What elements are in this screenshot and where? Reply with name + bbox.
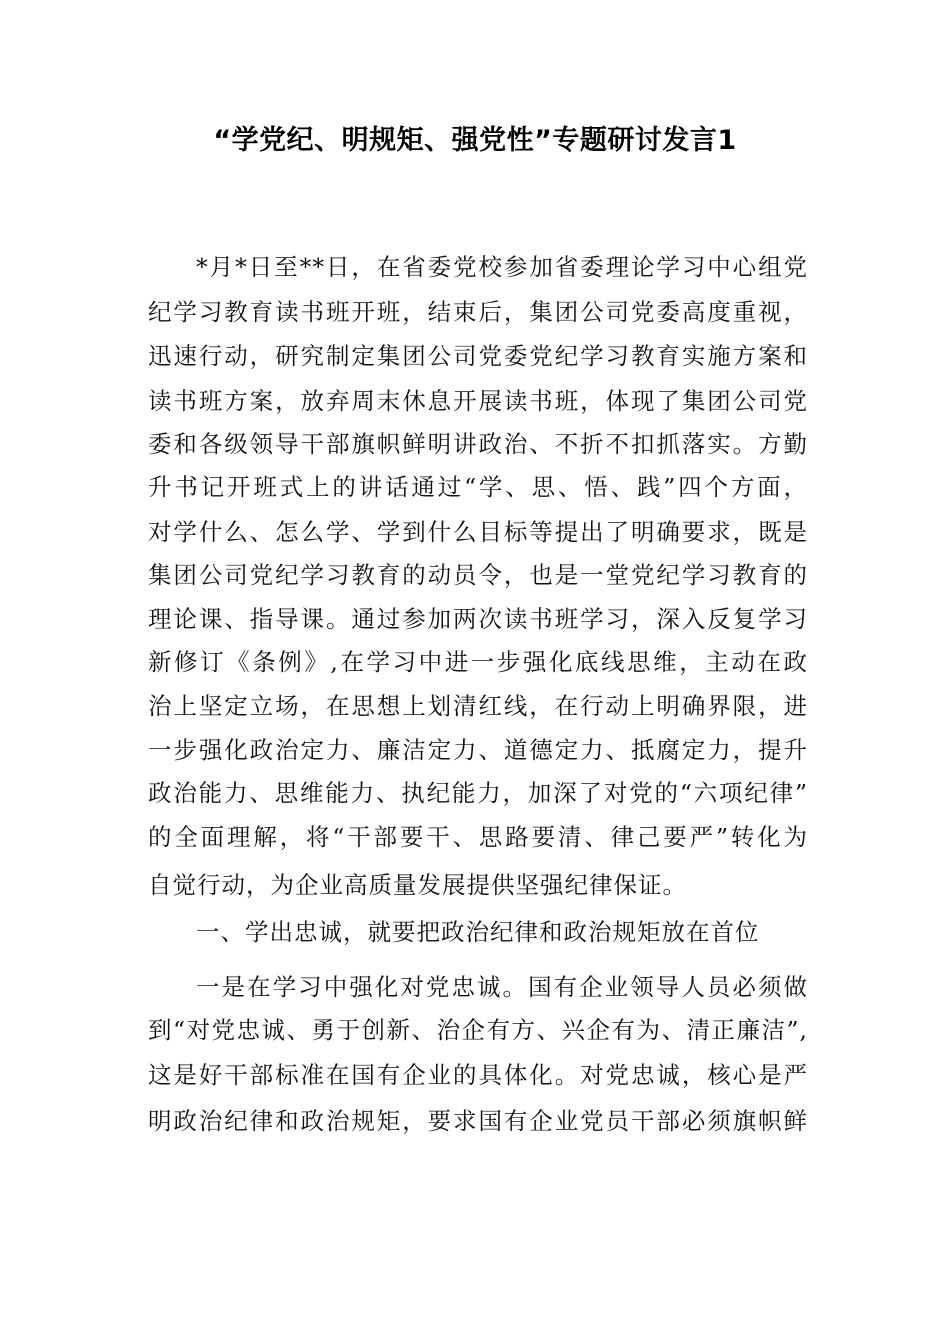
body-line: 读书班方案，放弃周末休息开展读书班，体现了集团公司党 <box>148 387 808 415</box>
body-line: 新修订《条例》,在学习中进一步强化底线思维，主动在政 <box>148 648 808 676</box>
body-line: 的全面理解，将“干部要干、思路要清、律己要严”转化为 <box>148 823 808 851</box>
body-line: 一是在学习中强化对党忠诚。国有企业领导人员必须做 <box>196 973 808 1001</box>
body-line: 这是好干部标准在国有企业的具体化。对党忠诚，核心是严 <box>148 1061 808 1089</box>
document-title: “学党纪、明规矩、强党性”专题研讨发言1 <box>213 125 737 156</box>
body-line: 纪学习教育读书班开班，结束后，集团公司党委高度重视， <box>148 298 808 326</box>
body-line: 政治能力、思维能力、执纪能力，加深了对党的“六项纪律” <box>148 779 808 807</box>
body-line: 对学什么、怎么学、学到什么目标等提出了明确要求，既是 <box>148 518 808 546</box>
body-line: 集团公司党纪学习教育的动员令，也是一堂党纪学习教育的 <box>148 561 808 589</box>
body-line: *月*日至**日，在省委党校参加省委理论学习中心组党 <box>196 253 808 281</box>
body-line: 迅速行动，研究制定集团公司党委党纪学习教育实施方案和 <box>148 342 808 370</box>
body-line: 委和各级领导干部旗帜鲜明讲政治、不折不扣抓落实。方勤 <box>148 430 808 458</box>
section-heading: 一、学出忠诚，就要把政治纪律和政治规矩放在首位 <box>196 918 760 946</box>
body-line: 自觉行动，为企业高质量发展提供坚强纪律保证。 <box>148 871 687 899</box>
body-line: 一步强化政治定力、廉洁定力、道德定力、抵腐定力，提升 <box>148 736 808 764</box>
body-line: 治上坚定立场，在思想上划清红线，在行动上明确界限，进 <box>148 692 808 720</box>
body-line: 理论课、指导课。通过参加两次读书班学习，深入反复学习 <box>148 605 808 633</box>
body-line: 升书记开班式上的讲话通过“学、思、悟、践”四个方面， <box>148 473 808 501</box>
body-line: 到“对党忠诚、勇于创新、治企有方、兴企有为、清正廉洁”, <box>148 1016 808 1044</box>
body-line: 明政治纪律和政治规矩，要求国有企业党员干部必须旗帜鲜 <box>148 1107 808 1135</box>
